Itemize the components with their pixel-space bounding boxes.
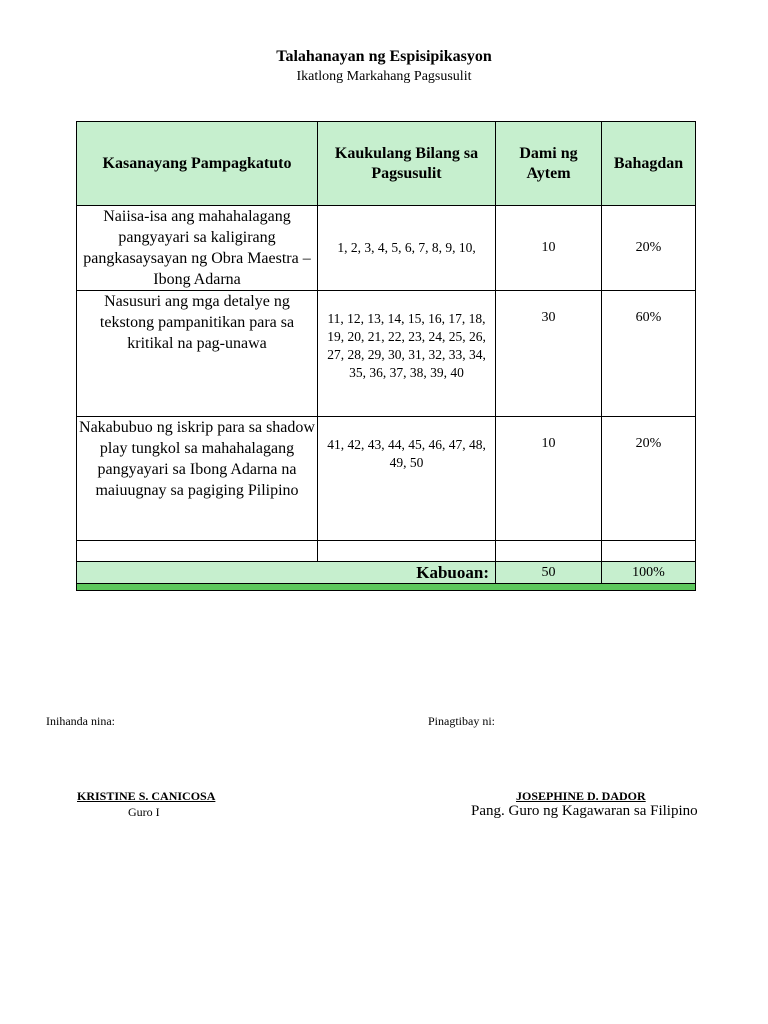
specification-table — [76, 121, 696, 591]
total-count: 50 — [496, 562, 602, 584]
total-percentage: 100% — [602, 562, 696, 584]
approver-name: JOSEPHINE D. DADOR — [516, 789, 646, 803]
total-label: Kabuoan: — [77, 562, 496, 584]
table-row — [77, 206, 696, 291]
table-bottom-bar — [77, 584, 696, 591]
item-numbers-cell: 1, 2, 3, 4, 5, 6, 7, 8, 9, 10, — [318, 206, 496, 291]
table-row — [77, 291, 696, 417]
empty-cell — [602, 541, 696, 562]
percentage-cell: 20% — [602, 417, 696, 541]
competency-cell: Nasusuri ang mga detalye ng tekstong pampanitikan para sa kritikal na pag-unawa — [77, 291, 318, 417]
prepared-by-label: Inihanda nina: — [46, 714, 115, 728]
item-numbers-cell: 41, 42, 43, 44, 45, 46, 47, 48, 49, 50 — [318, 417, 496, 541]
empty-cell — [77, 541, 318, 562]
competency-cell: Naiisa-isa ang mahahalagang pangyayari sa kaligirang pangkasaysayan ng Obra Maestra – Ibong Adarna — [77, 206, 318, 291]
header-percentage: Bahagdan — [602, 122, 696, 206]
approver-position: Pang. Guro ng Kagawaran sa Filipino — [471, 803, 698, 819]
empty-row — [77, 541, 696, 562]
approved-by-label: Pinagtibay ni: — [428, 714, 495, 728]
item-numbers-cell: 11, 12, 13, 14, 15, 16, 17, 18, 19, 20, 21, 22, 23, 24, 25, 26, 27, 28, 29, 30, 31, 32, 33, 34, 35, 36, 37, 38, 39, 40 — [318, 291, 496, 417]
percentage-cell: 20% — [602, 206, 696, 291]
empty-cell — [318, 541, 496, 562]
document-title: Talahanayan ng Espisipikasyon — [276, 48, 492, 65]
competency-cell: Nakabubuo ng iskrip para sa shadow play tungkol sa mahahalagang pangyayari sa Ibong Adarna na maiuugnay sa pagiging Pilipino — [77, 417, 318, 541]
bottom-bar-cell — [77, 584, 696, 591]
preparer-position: Guro I — [128, 805, 160, 819]
total-row — [77, 562, 696, 584]
item-count-cell: 30 — [496, 291, 602, 417]
item-count-cell: 10 — [496, 417, 602, 541]
table-header-row — [77, 122, 696, 206]
document-subtitle: Ikatlong Markahang Pagsusulit — [296, 69, 472, 84]
preparer-name: KRISTINE S. CANICOSA — [77, 789, 216, 803]
percentage-cell: 60% — [602, 291, 696, 417]
header-competency: Kasanayang Pampagkatuto — [77, 122, 318, 206]
header-item-numbers: Kaukulang Bilang sa Pagsusulit — [318, 122, 496, 206]
item-count-cell: 10 — [496, 206, 602, 291]
table-row — [77, 417, 696, 541]
empty-cell — [496, 541, 602, 562]
header-item-count: Dami ng Aytem — [496, 122, 602, 206]
